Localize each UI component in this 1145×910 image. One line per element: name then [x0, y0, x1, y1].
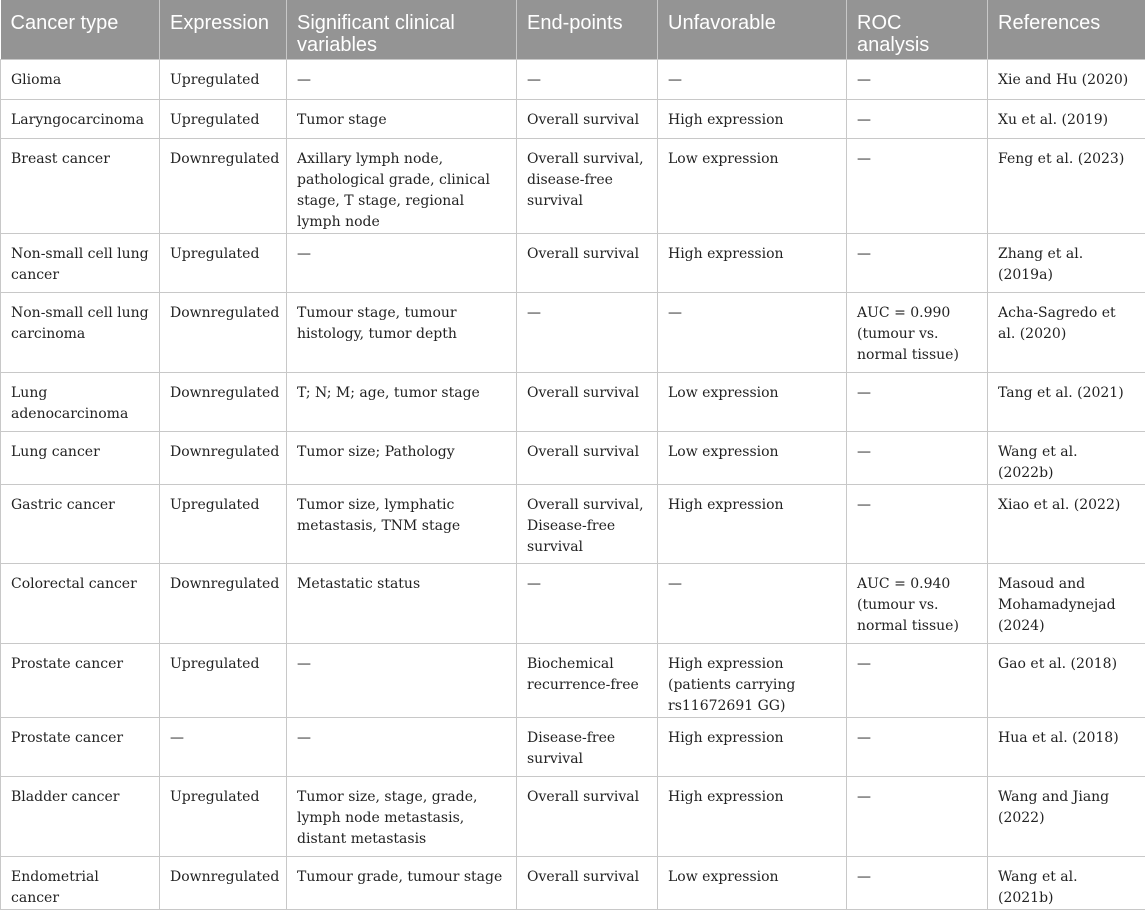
cell-roc-analysis: — [847, 484, 988, 563]
cell-unfavorable: High expression [658, 776, 847, 856]
cell-reference: Acha-Sagredo et al. (2020) [988, 292, 1145, 372]
cell-expression: — [160, 717, 287, 776]
cell-reference: Tang et al. (2021) [988, 372, 1145, 431]
cell-reference: Masoud and Mohamadynejad (2024) [988, 563, 1145, 643]
table-row [1, 99, 1145, 138]
cell-end-points: Overall survival [517, 99, 658, 138]
cell-clinical-variables: Metastatic status [287, 563, 517, 643]
cell-clinical-variables: — [287, 233, 517, 292]
cell-end-points: Overall survival [517, 776, 658, 856]
cell-roc-analysis: — [847, 717, 988, 776]
cell-expression: Downregulated [160, 292, 287, 372]
cell-cancer-type: Glioma [1, 59, 160, 99]
header-expression: Expression [160, 0, 287, 59]
cell-clinical-variables: Tumor size; Pathology [287, 431, 517, 484]
cell-roc-analysis: — [847, 431, 988, 484]
cell-reference: Wang and Jiang (2022) [988, 776, 1145, 856]
cell-expression: Upregulated [160, 643, 287, 717]
cell-roc-analysis: — [847, 372, 988, 431]
cell-cancer-type: Colorectal cancer [1, 563, 160, 643]
cell-cancer-type: Lung cancer [1, 431, 160, 484]
cell-roc-analysis: — [847, 59, 988, 99]
cell-end-points: — [517, 59, 658, 99]
cell-unfavorable: High expression (patients carrying rs11672691 GG) [658, 643, 847, 717]
header-unfavorable: Unfavorable [658, 0, 847, 59]
cell-clinical-variables: Axillary lymph node, pathological grade, clinical stage, T stage, regional lymph node [287, 138, 517, 233]
header-references: References [988, 0, 1145, 59]
cell-unfavorable: — [658, 292, 847, 372]
cell-reference: Zhang et al. (2019a) [988, 233, 1145, 292]
cell-unfavorable: Low expression [658, 856, 847, 909]
cell-clinical-variables: Tumor size, lymphatic metastasis, TNM stage [287, 484, 517, 563]
cell-expression: Downregulated [160, 856, 287, 909]
cell-reference: Gao et al. (2018) [988, 643, 1145, 717]
cell-end-points: Overall survival, disease-free survival [517, 138, 658, 233]
table-row [1, 856, 1145, 909]
cell-roc-analysis: AUC = 0.940 (tumour vs. normal tissue) [847, 563, 988, 643]
table-row [1, 138, 1145, 233]
cell-clinical-variables: Tumour stage, tumour histology, tumor depth [287, 292, 517, 372]
cell-cancer-type: Gastric cancer [1, 484, 160, 563]
cell-clinical-variables: Tumour grade, tumour stage [287, 856, 517, 909]
cell-unfavorable: High expression [658, 717, 847, 776]
table-row [1, 292, 1145, 372]
cell-reference: Wang et al. (2021b) [988, 856, 1145, 909]
cell-roc-analysis: — [847, 99, 988, 138]
table-row [1, 431, 1145, 484]
cell-roc-analysis: — [847, 643, 988, 717]
cell-expression: Downregulated [160, 431, 287, 484]
cell-expression: Upregulated [160, 776, 287, 856]
cell-unfavorable: High expression [658, 484, 847, 563]
cell-end-points: Overall survival [517, 372, 658, 431]
cell-unfavorable: — [658, 563, 847, 643]
cell-reference: Xie and Hu (2020) [988, 59, 1145, 99]
cell-cancer-type: Non-small cell lung carcinoma [1, 292, 160, 372]
cell-clinical-variables: Tumor stage [287, 99, 517, 138]
cell-roc-analysis: — [847, 776, 988, 856]
header-roc-analysis: ROC analysis [847, 0, 988, 59]
cell-end-points: Overall survival [517, 431, 658, 484]
cell-expression: Downregulated [160, 138, 287, 233]
cell-unfavorable: Low expression [658, 138, 847, 233]
cell-roc-analysis: — [847, 233, 988, 292]
cell-clinical-variables: Tumor size, stage, grade, lymph node metastasis, distant metastasis [287, 776, 517, 856]
cell-end-points: Overall survival, Disease-free survival [517, 484, 658, 563]
cell-roc-analysis: — [847, 138, 988, 233]
cell-reference: Hua et al. (2018) [988, 717, 1145, 776]
table-row [1, 563, 1145, 643]
cell-expression: Upregulated [160, 99, 287, 138]
cell-unfavorable: High expression [658, 233, 847, 292]
table-row [1, 776, 1145, 856]
table-row [1, 484, 1145, 563]
cell-cancer-type: Bladder cancer [1, 776, 160, 856]
cell-expression: Upregulated [160, 59, 287, 99]
cell-cancer-type: Breast cancer [1, 138, 160, 233]
cell-clinical-variables: — [287, 59, 517, 99]
table-row [1, 643, 1145, 717]
cell-expression: Downregulated [160, 563, 287, 643]
header-end-points: End-points [517, 0, 658, 59]
cell-reference: Wang et al. (2022b) [988, 431, 1145, 484]
cell-end-points: — [517, 292, 658, 372]
cell-cancer-type: Prostate cancer [1, 717, 160, 776]
cell-cancer-type: Non-small cell lung cancer [1, 233, 160, 292]
cell-unfavorable: Low expression [658, 372, 847, 431]
cell-end-points: Biochemical recurrence-free [517, 643, 658, 717]
cell-reference: Feng et al. (2023) [988, 138, 1145, 233]
cell-expression: Downregulated [160, 372, 287, 431]
cell-unfavorable: — [658, 59, 847, 99]
cell-reference: Xu et al. (2019) [988, 99, 1145, 138]
header-clinical-variables: Significant clinical variables [287, 0, 517, 59]
cell-cancer-type: Laryngocarcinoma [1, 99, 160, 138]
cell-end-points: — [517, 563, 658, 643]
cell-end-points: Overall survival [517, 856, 658, 909]
cell-expression: Upregulated [160, 484, 287, 563]
cell-roc-analysis: AUC = 0.990 (tumour vs. normal tissue) [847, 292, 988, 372]
cell-clinical-variables: — [287, 717, 517, 776]
table-row [1, 233, 1145, 292]
cell-end-points: Disease-free survival [517, 717, 658, 776]
header-cancer-type: Cancer type [1, 0, 160, 59]
header-row [1, 0, 1145, 59]
cell-clinical-variables: T; N; M; age, tumor stage [287, 372, 517, 431]
cell-cancer-type: Lung adenocarcinoma [1, 372, 160, 431]
cell-clinical-variables: — [287, 643, 517, 717]
cell-unfavorable: Low expression [658, 431, 847, 484]
cell-cancer-type: Prostate cancer [1, 643, 160, 717]
cell-end-points: Overall survival [517, 233, 658, 292]
cell-unfavorable: High expression [658, 99, 847, 138]
cell-reference: Xiao et al. (2022) [988, 484, 1145, 563]
table-row [1, 59, 1145, 99]
cell-cancer-type: Endometrial cancer [1, 856, 160, 909]
table-row [1, 372, 1145, 431]
table-row [1, 717, 1145, 776]
cell-expression: Upregulated [160, 233, 287, 292]
cell-roc-analysis: — [847, 856, 988, 909]
